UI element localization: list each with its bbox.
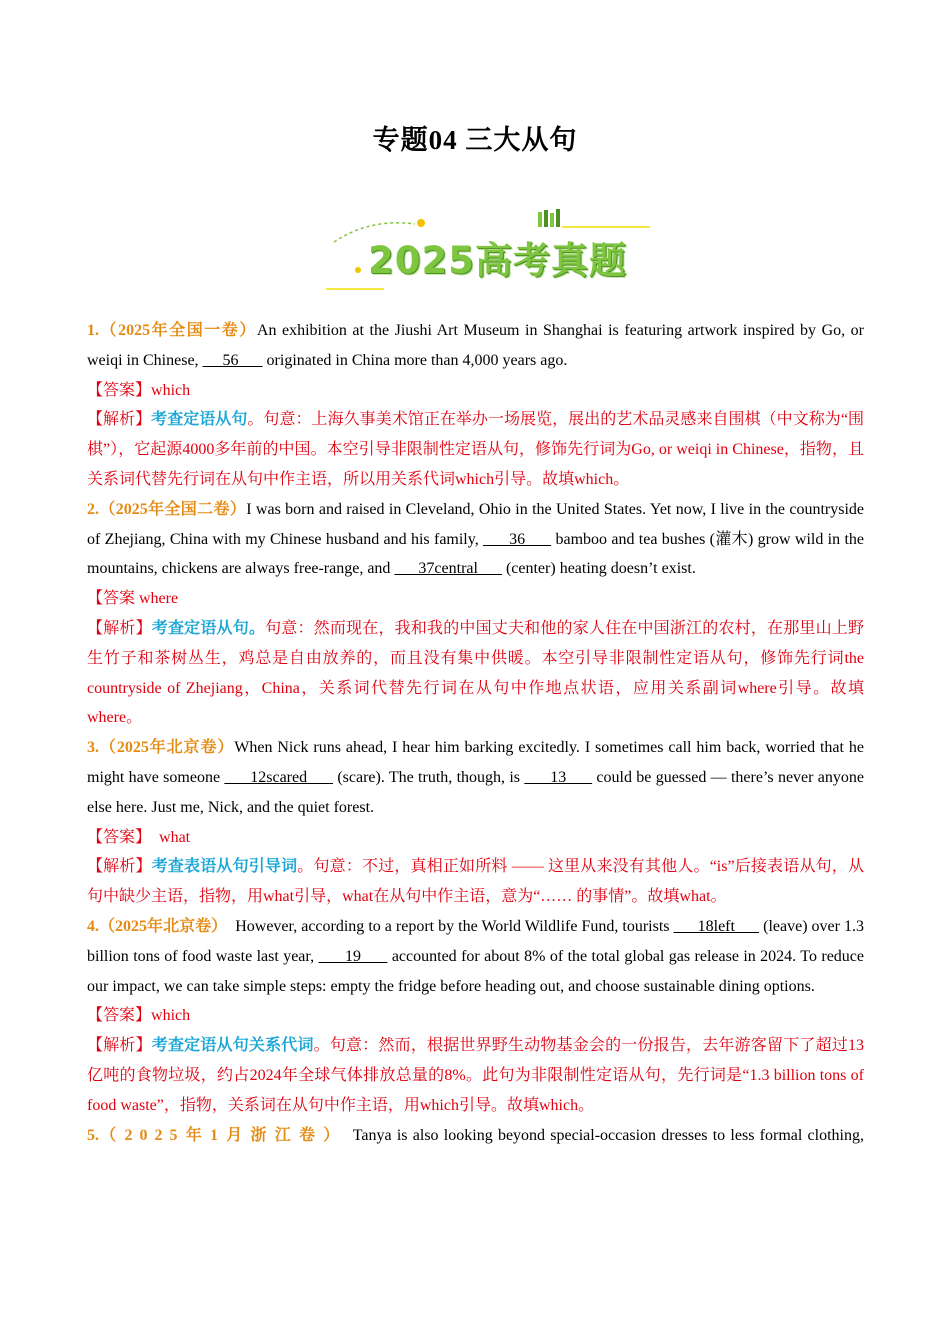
question-3 [87,733,864,822]
answer-line [87,376,864,406]
knowledge-point: 考查定语从句关系代词 [151,1037,314,1055]
analysis-label: 【解析】 [87,1037,152,1055]
banner-title: 2025高考真题 [368,239,627,282]
question-1 [87,316,864,376]
question-source: （2025年1月浙江卷） [99,1126,348,1144]
question-text: (center) heating doesn’t exist. [501,560,696,578]
question-number: 2. [87,500,99,518]
question-text: An exhibition at the Jiushi Art Museum in Shanghai is featuring artwork inspired by Go, or weiqi in Chinese, [87,322,864,369]
question-number: 5. [87,1126,99,1144]
question-list [87,316,864,1150]
analysis-label: 【解析】 [87,858,152,876]
question-source: （2025年北京卷） [99,739,235,757]
question-text: could be guessed — there’s never anyone else here. Just me, Nick, and the quiet forest. [87,768,865,816]
question-4 [87,912,864,1001]
question-5 [87,1121,864,1151]
question-2 [87,495,864,584]
knowledge-point: 考查定语从句 [151,411,248,429]
question-text: Tanya is also looking beyond special-occasion dresses to less formal clothing, [347,1126,864,1144]
analysis-paragraph [87,1031,864,1120]
section-banner [320,200,660,300]
answer-label: 【答案】 [87,1007,152,1025]
analysis-text: 。句意：然而，根据世界野生动物基金会的一份报告，去年游客留下了超过13亿吨的食物垃圾，约占2024年全球气体排放总量的8%。此句为非限制性定语从句，先行词是“1.3 billion tons of food waste”，指物，关系词在从句中作主语，用which引导。故填which。 [87,1037,864,1114]
answer-line [87,1001,864,1031]
answer-blank: 19 [318,947,388,965]
question-number: 4. [87,917,99,935]
question-text: (scare). The truth, though, is [333,768,525,786]
analysis-label: 【解析】 [87,619,152,637]
knowledge-point: 考查表语从句引导词 [151,858,298,876]
analysis-text: 。句意：不过，真相正如所料 —— 这里从来没有其他人。“is”后接表语从句，从句中缺少主语，指物，用what引导，what在从句中作主语，意为“…… 的事情”。故填what。 [87,858,864,906]
answer-blank: 12scared [224,768,333,786]
answer-blank: 13 [524,768,593,786]
answer-line: 【答案 where [87,590,179,608]
answer-value: which [151,1007,191,1025]
analysis-text: 句意：然而现在，我和我的中国丈夫和他的家人住在中国浙江的农村，在那里山上野生竹子和茶树丛生，鸡总是自由放养的，而且没有集中供暖。本空引导非限制性定语从句，修饰先行词the countryside of Zhejiang，China，关系词代替先行词在从句中作地点状语，应用关系副词where引导。故填where。 [87,619,864,727]
answer-blank: 56 [202,351,263,369]
question-text: bamboo and tea bushes (灌木) grow wild in the mountains, chickens are always free-range, and [87,530,865,578]
question-text: I was born and raised in Cleveland, Ohio in the United States. Yet now, I live in the countryside of Zhejiang, China with my Chinese husband and his family, [87,500,864,548]
answer-value: what [151,828,191,846]
answer-value: which [151,381,191,399]
analysis-label: 【解析】 [87,411,152,429]
question-number: 3. [87,739,99,757]
question-number: 1. [87,322,99,339]
question-source: （2025年全国一卷） [99,322,257,339]
question-source: （2025年北京卷） [99,917,228,935]
question-text: (leave) over 1.3 billion tons of food waste last year, [87,917,864,965]
question-text: originated in China more than 4,000 years ago. [262,351,568,369]
analysis-paragraph [87,405,864,494]
question-text: accounted for about 8% of the total global gas release in 2024. To reduce our impact, we can take simple steps: empty the fridge before heading out, and choose sustainable dining options. [87,947,865,995]
knowledge-point: 考查定语从句。 [151,619,266,637]
analysis-text: 。句意：上海久事美术馆正在举办一场展览，展出的艺术品灵感来自围棋（中文称为“围棋”），它起源4000多年前的中国。本空引导非限制性定语从句，修饰先行词为Go, or weiqi in Chinese，指物，且关系词代替先行词在从句中作主语，所以用关系代词which引导。故填which。 [87,411,864,488]
analysis-paragraph [87,852,864,912]
question-text: However, according to a report by the World Wildlife Fund, tourists [227,917,674,935]
answer-blank: 37central [394,560,502,578]
analysis-paragraph [87,614,864,733]
question-text: When Nick runs ahead, I hear him barking excitedly. I sometimes call him back, worried that he might have someone [87,739,864,786]
answer-blank: 18left [673,917,760,935]
answer-line [87,823,864,853]
answer-blank: 36 [483,530,552,548]
question-source: （2025年全国二卷） [99,500,247,518]
answer-label: 【答案】 [87,828,152,846]
page-title: 专题04 三大从句 [372,125,578,155]
answer-label: 【答案】 [87,381,152,399]
